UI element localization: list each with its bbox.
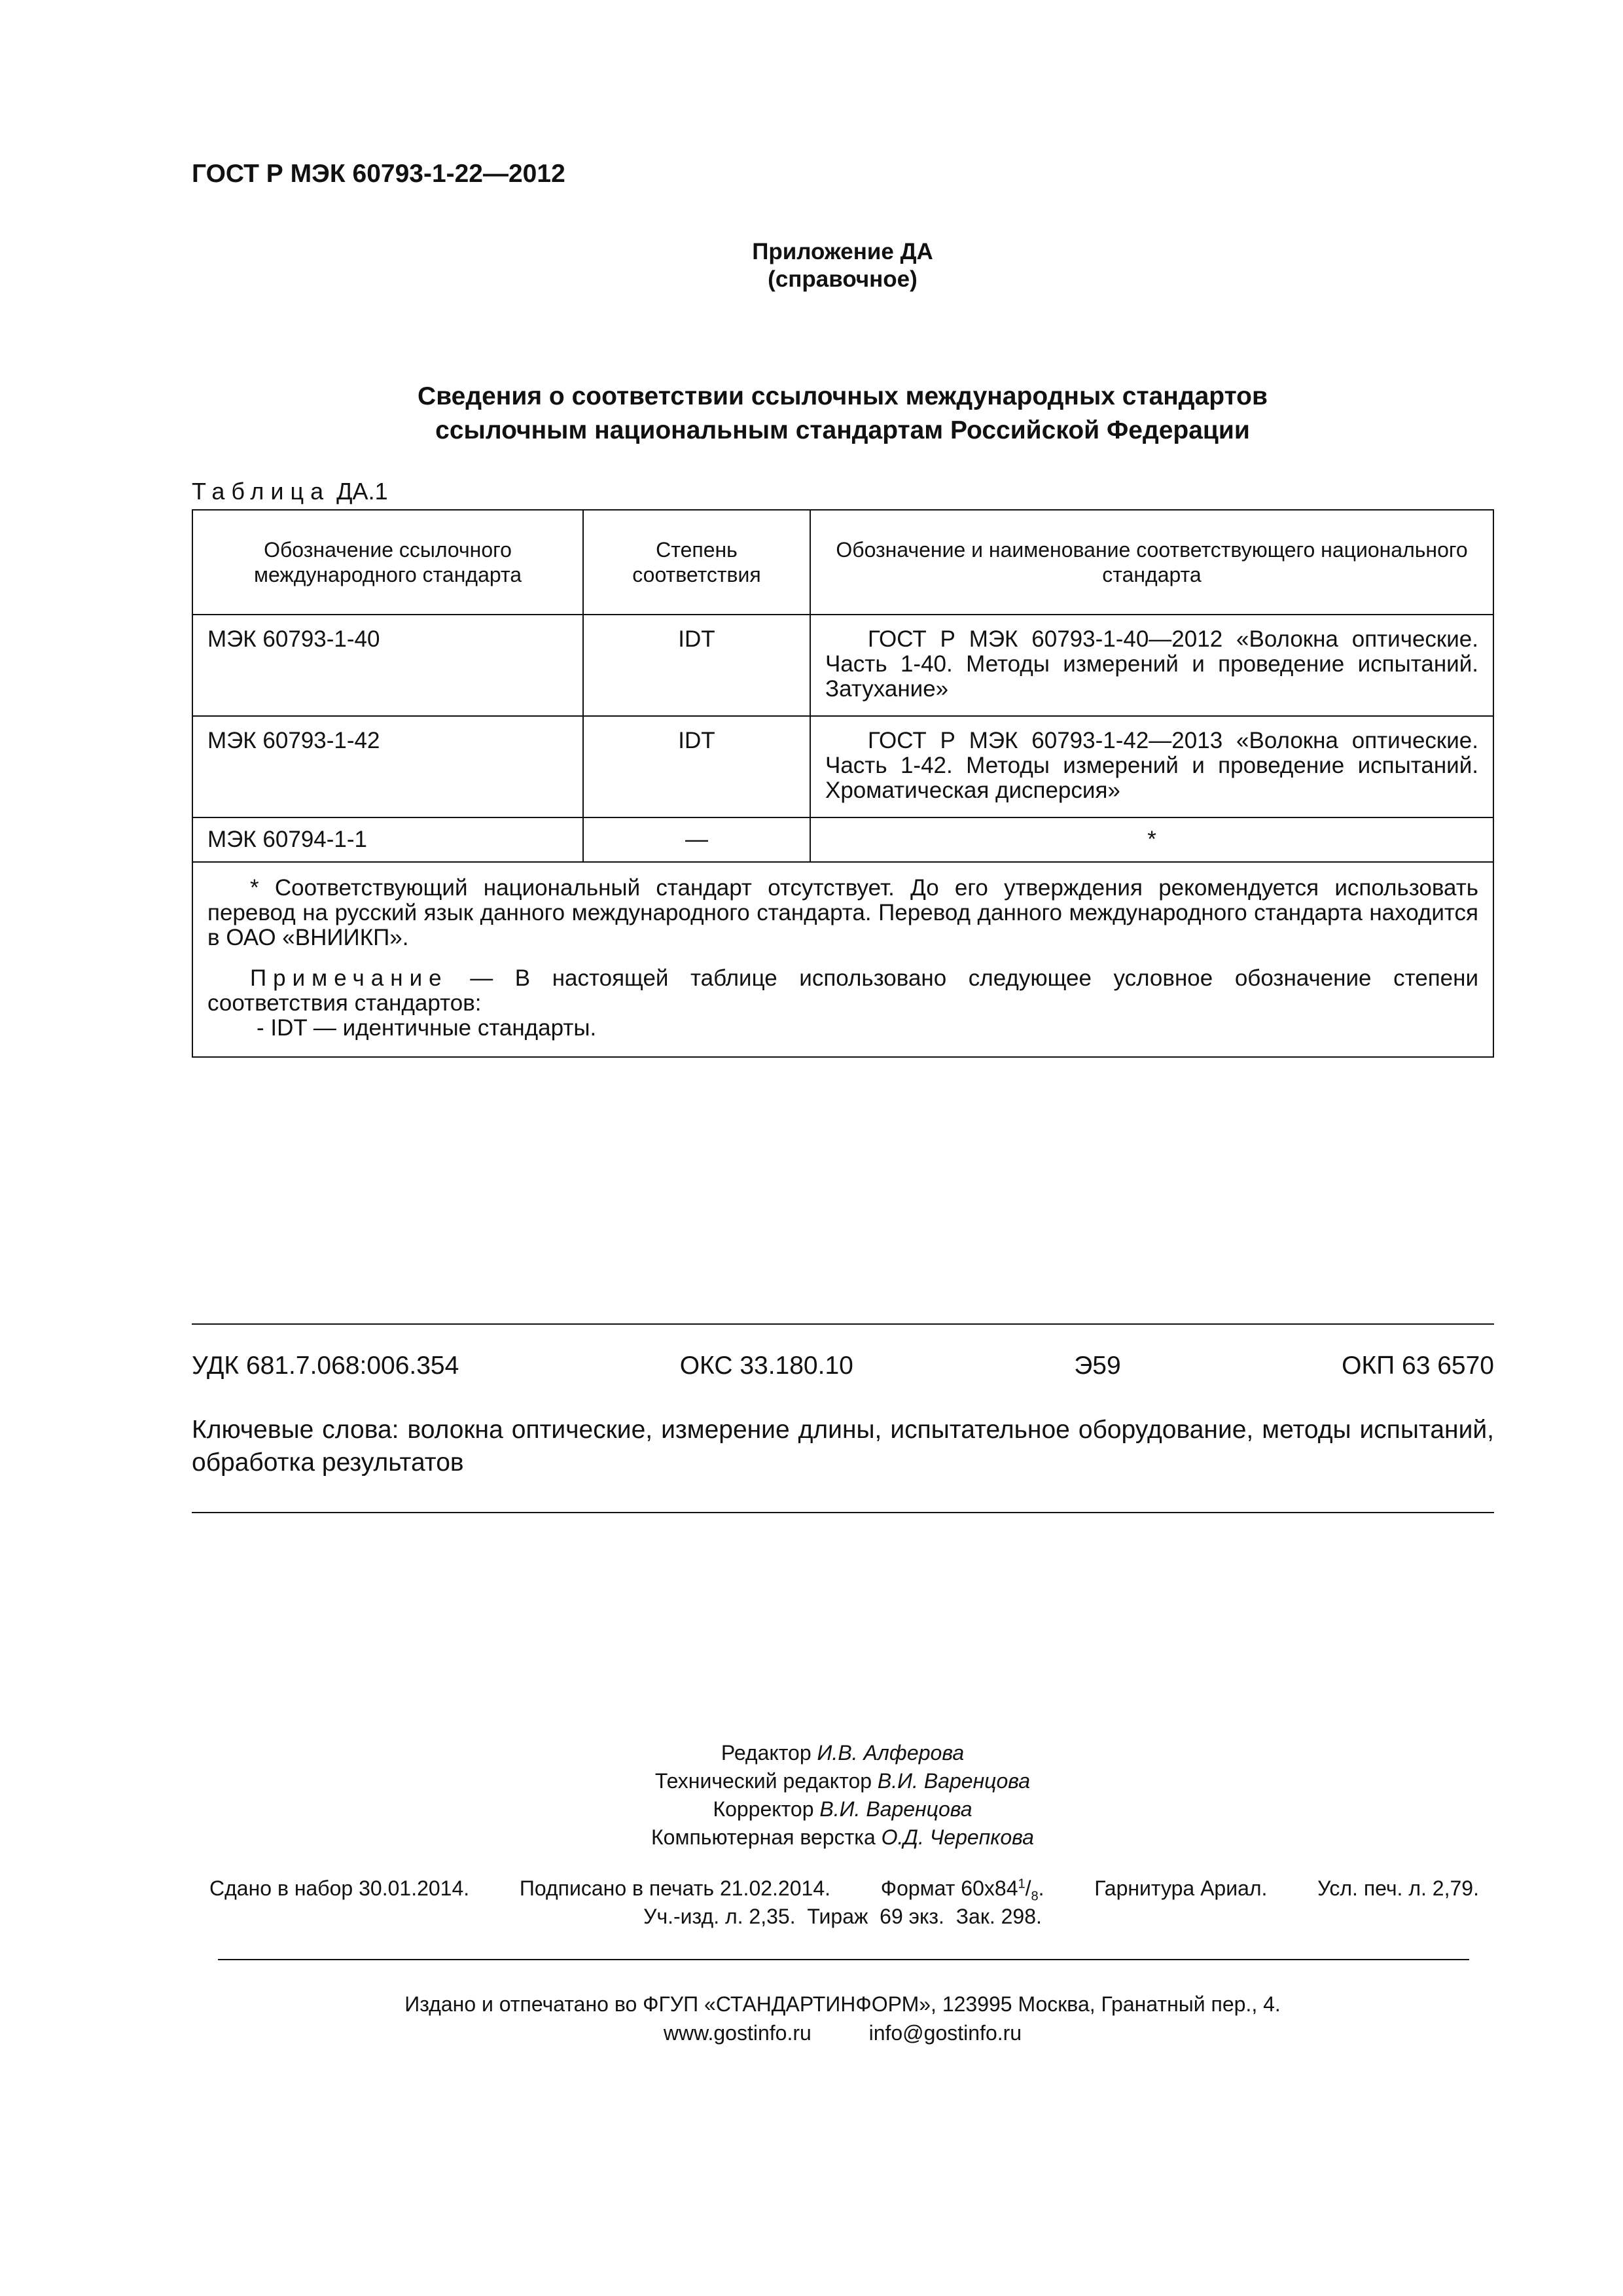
credit-label: Редактор: [721, 1741, 812, 1765]
oks-code: ОКС 33.180.10: [679, 1352, 853, 1380]
format-separator: /: [1025, 1876, 1031, 1900]
credit-person: В.И. Варенцова: [819, 1797, 972, 1821]
credit-label: Корректор: [713, 1797, 814, 1821]
okp-code: ОКП 63 6570: [1342, 1352, 1494, 1380]
cell-degree: IDT: [583, 615, 810, 716]
credit-tech-editor: [0, 1767, 1623, 1795]
credit-label: Компьютерная верстка: [651, 1825, 876, 1849]
cell-degree: —: [583, 817, 810, 862]
table-label-word: Таблица: [192, 478, 330, 505]
format-numerator: 1: [1018, 1876, 1026, 1892]
cell-intl: МЭК 60793-1-40: [192, 615, 583, 716]
publisher-email: info@gostinfo.ru: [868, 2021, 1022, 2045]
classification-row: [192, 1352, 1494, 1380]
cell-national: ГОСТ Р МЭК 60793-1-40—2012 «Волокна оптические. Часть 1-40. Методы измерений и проведение испытаний. Затухание»: [810, 615, 1493, 716]
table-label-number: ДА.1: [336, 478, 388, 505]
cell-degree: IDT: [583, 716, 810, 817]
header-degree: Степень соответствия: [583, 510, 810, 615]
publisher-contacts: [0, 2018, 1623, 2047]
appendix-title: Приложение ДА: [752, 239, 933, 264]
table-footer-row: [192, 862, 1493, 1057]
note-word: Примечание: [250, 965, 448, 991]
cell-intl: МЭК 60794-1-1: [192, 817, 583, 862]
cell-intl: МЭК 60793-1-42: [192, 716, 583, 817]
print-sheets: Усл. печ. л. 2,79.: [1317, 1876, 1479, 1900]
note-text: — В настоящей таблице использовано следующее условное обозначение степени соответствия стандартов:: [207, 965, 1478, 1016]
format-prefix: Формат 60x84: [880, 1876, 1018, 1900]
publisher-site: www.gostinfo.ru: [663, 2021, 812, 2045]
correspondence-table: [192, 509, 1494, 1058]
divider-bottom: [192, 1512, 1494, 1513]
credit-person: И.В. Алферова: [817, 1741, 965, 1765]
e-code: Э59: [1074, 1352, 1121, 1380]
typeset-date: Сдано в набор 30.01.2014.: [209, 1876, 470, 1900]
divider-publisher: [218, 1959, 1469, 1960]
table-header-row: [192, 510, 1493, 615]
table-row: [192, 615, 1493, 716]
note: [207, 966, 1478, 1016]
credit-corrector: [0, 1795, 1623, 1823]
credits: [0, 1739, 1623, 1852]
publisher-line: Издано и отпечатано во ФГУП «СТАНДАРТИНФОРМ», 123995 Москва, Гранатный пер., 4.: [404, 1992, 1281, 2016]
section-heading: [0, 380, 1623, 448]
print-info-row-2: Уч.-изд. л. 2,35. Тираж 69 экз. Зак. 298.: [643, 1905, 1042, 1928]
typeface: Гарнитура Ариал.: [1094, 1876, 1268, 1900]
table-label: [192, 478, 388, 505]
cell-national: ГОСТ Р МЭК 60793-1-42—2013 «Волокна оптические. Часть 1-42. Методы измерений и проведение испытаний. Хроматическая дисперсия»: [810, 716, 1493, 817]
table-footer: [192, 862, 1493, 1057]
cell-national: *: [810, 817, 1493, 862]
credit-person: О.Д. Черепкова: [881, 1825, 1034, 1849]
table-row: [192, 716, 1493, 817]
keywords: Ключевые слова: волокна оптические, измерение длины, испытательное оборудование, методы испытаний, обработка результатов: [192, 1416, 1494, 1477]
publisher-info: [0, 1990, 1623, 2047]
section-heading-line1: Сведения о соответствии ссылочных международных стандартов: [418, 382, 1268, 410]
table-row: [192, 817, 1493, 862]
header-national-standard: Обозначение и наименование соответствующего национального стандарта: [810, 510, 1493, 615]
udk-code: УДК 681.7.068:006.354: [192, 1352, 459, 1380]
appendix-kind: (справочное): [768, 266, 918, 292]
format-suffix: .: [1038, 1876, 1044, 1900]
credit-layout: [0, 1823, 1623, 1852]
print-info-row: [209, 1876, 1479, 1904]
footnote: * Соответствующий национальный стандарт отсутствует. До его утверждения рекомендуется использовать перевод на русский язык данного международного стандарта. Перевод данного международного стандарта находится в ОАО «ВНИИКП».: [207, 875, 1478, 950]
credit-editor: [0, 1739, 1623, 1767]
note-item: - IDT — идентичные стандарты.: [257, 1015, 597, 1041]
credit-person: В.И. Варенцова: [877, 1769, 1031, 1793]
document-code: ГОСТ Р МЭК 60793-1-22—2012: [192, 160, 565, 188]
paper-format: [881, 1876, 1044, 1904]
divider-top: [192, 1323, 1494, 1325]
header-intl-standard: Обозначение ссылочного международного стандарта: [192, 510, 583, 615]
format-denominator: 8: [1031, 1889, 1039, 1904]
signed-date: Подписано в печать 21.02.2014.: [519, 1876, 830, 1900]
credit-label: Технический редактор: [654, 1769, 872, 1793]
section-heading-line2: ссылочным национальным стандартам Российской Федерации: [435, 416, 1250, 444]
